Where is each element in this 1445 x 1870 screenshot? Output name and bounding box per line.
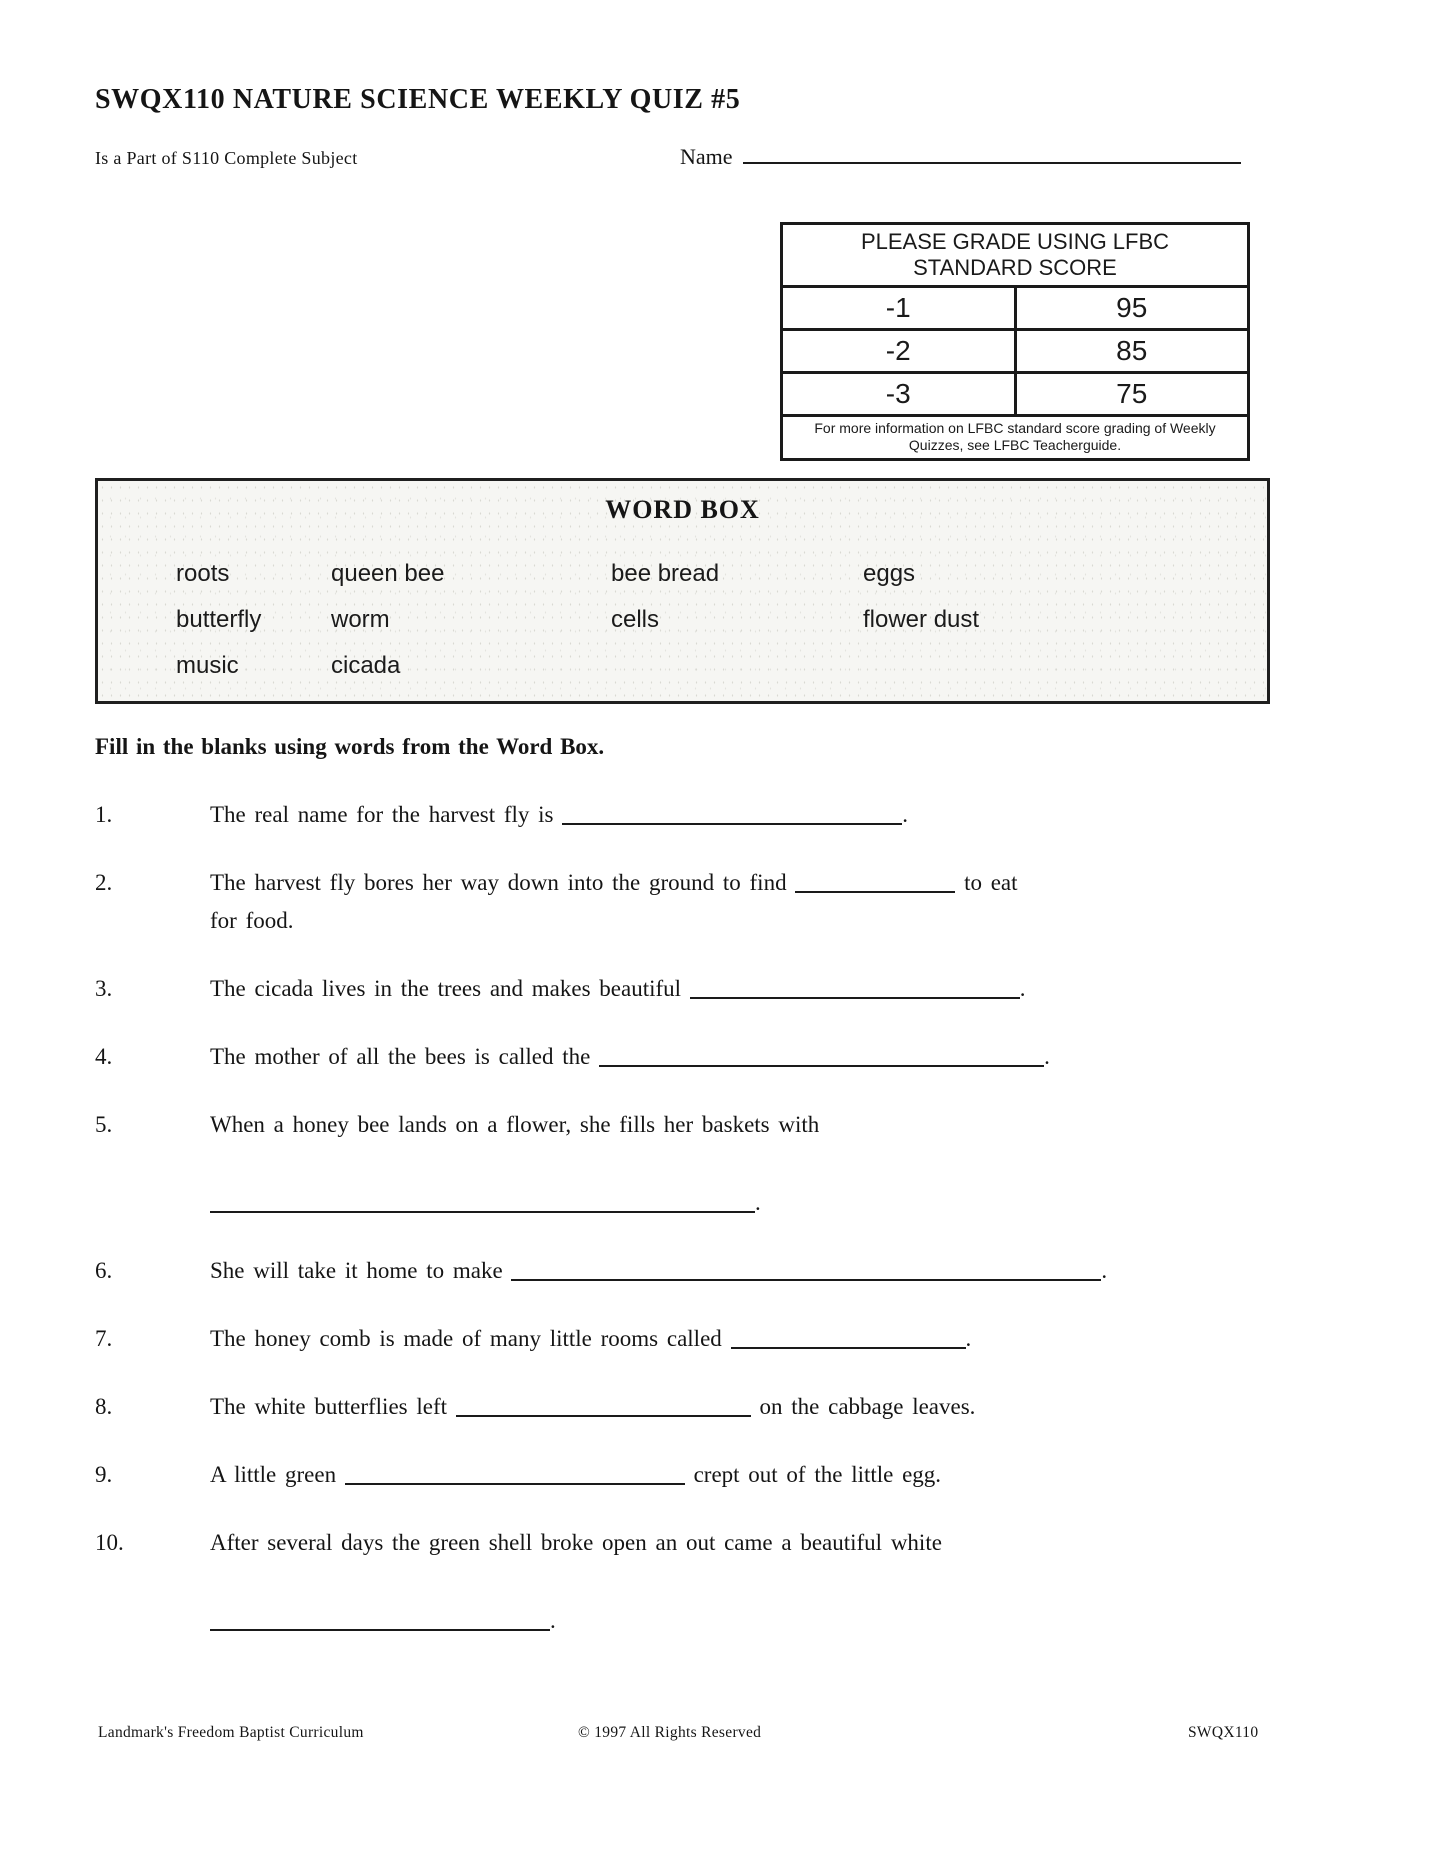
question-text: . — [550, 1608, 556, 1633]
question-row — [95, 1038, 1370, 1076]
question-text: She will take it home to make — [210, 1258, 512, 1283]
question-text: A little green — [210, 1462, 345, 1487]
question-body — [210, 970, 1370, 1008]
question-row — [95, 970, 1370, 1008]
word-box-columns — [98, 525, 1267, 689]
grade-table-title: PLEASE GRADE USING LFBC STANDARD SCORE — [782, 224, 1249, 287]
question-row — [95, 1320, 1370, 1358]
question-body — [210, 864, 1370, 940]
deduction-value: -3 — [782, 372, 1016, 415]
question-line — [210, 1524, 1370, 1562]
score-value: 95 — [1015, 286, 1249, 329]
answer-blank — [210, 1198, 755, 1213]
question-text: on the cabbage leaves. — [750, 1394, 976, 1419]
question-line — [210, 970, 1370, 1008]
word-box-title: WORD BOX — [605, 495, 760, 524]
question-number: 9. — [95, 1462, 113, 1487]
question-text: . — [1044, 1044, 1050, 1069]
question-row — [95, 796, 1370, 834]
grade-table — [780, 222, 1250, 461]
question-text: After several days the green shell broke open an out came a beautiful white — [210, 1530, 942, 1555]
footer-copyright: © 1997 All Rights Reserved — [578, 1724, 762, 1741]
question-text: . — [965, 1326, 972, 1351]
question-line — [210, 1320, 1370, 1358]
question-text: for food. — [210, 908, 294, 933]
answer-blank — [731, 1334, 966, 1349]
question-body — [210, 1456, 1370, 1494]
question-line — [210, 1602, 1370, 1640]
grade-score-body — [782, 286, 1249, 415]
question-line — [210, 1106, 1370, 1144]
grade-table-note: For more information on LFBC standard score grading of Weekly Quizzes, see LFBC Teacherguide. — [782, 415, 1249, 459]
question-number: 2. — [95, 870, 113, 895]
answer-blank — [456, 1402, 751, 1417]
question-number: 7. — [95, 1326, 113, 1351]
question-number: 10. — [95, 1530, 124, 1555]
question-text: . — [902, 802, 909, 827]
question-body — [210, 1252, 1370, 1290]
question-text: The white butterflies left — [210, 1394, 456, 1419]
question-row — [95, 1106, 1370, 1222]
question-line — [210, 902, 1370, 940]
question-row — [95, 1252, 1370, 1290]
question-line — [210, 1252, 1370, 1290]
word-box-word: worm — [331, 606, 390, 633]
answer-blank — [690, 984, 1020, 999]
footer-code: SWQX110 — [1188, 1724, 1259, 1741]
name-label: Name — [680, 144, 733, 169]
question-text: When a honey bee lands on a flower, she fills her baskets with — [210, 1112, 820, 1137]
grade-score-row — [782, 286, 1249, 329]
question-text: The honey comb is made of many little rooms called — [210, 1326, 731, 1351]
question-line — [210, 796, 1370, 834]
word-box-column — [611, 551, 863, 689]
question-body — [210, 796, 1370, 834]
question-text: . — [1019, 976, 1026, 1001]
question-number: 6. — [95, 1258, 113, 1283]
score-value: 75 — [1015, 372, 1249, 415]
question-body — [210, 1320, 1370, 1358]
grade-score-row — [782, 372, 1249, 415]
answer-blank — [599, 1052, 1044, 1067]
word-box-column — [176, 551, 331, 689]
question-text: The cicada lives in the trees and makes beautiful — [210, 976, 690, 1001]
answer-blank — [511, 1266, 1101, 1281]
question-line — [210, 1456, 1370, 1494]
question-number: 8. — [95, 1394, 113, 1419]
word-box-word: queen bee — [331, 560, 445, 587]
question-text: The mother of all the bees is called the — [210, 1044, 600, 1069]
footer-publisher: Landmark's Freedom Baptist Curriculum — [98, 1724, 364, 1741]
instructions-heading: Fill in the blanks using words from the Word Box. — [95, 734, 605, 759]
word-box-word: cells — [611, 606, 660, 633]
question-line — [210, 1038, 1370, 1076]
word-box-column — [863, 551, 1267, 689]
question-row — [95, 864, 1370, 940]
questions-list — [95, 796, 1370, 1670]
question-text: The harvest fly bores her way down into the ground to find — [210, 870, 796, 895]
answer-blank — [210, 1616, 550, 1631]
name-row — [680, 140, 1241, 170]
question-line — [210, 1184, 1370, 1222]
question-text: . — [755, 1190, 761, 1215]
question-body — [210, 1038, 1370, 1076]
word-box — [95, 478, 1270, 704]
page-title: SWQX110 NATURE SCIENCE WEEKLY QUIZ #5 — [95, 84, 741, 115]
page-subtitle: Is a Part of S110 Complete Subject — [95, 148, 358, 168]
word-box-word: music — [176, 652, 239, 679]
score-value: 85 — [1015, 329, 1249, 372]
question-row — [95, 1524, 1370, 1640]
question-text: crept out of the little egg. — [684, 1462, 942, 1487]
question-line — [210, 864, 1370, 902]
answer-blank — [562, 810, 902, 825]
question-line — [210, 1388, 1370, 1426]
question-row — [95, 1388, 1370, 1426]
question-number: 3. — [95, 976, 113, 1001]
word-box-word: bee bread — [611, 560, 720, 587]
deduction-value: -1 — [782, 286, 1016, 329]
question-body — [210, 1106, 1370, 1222]
word-box-word: flower dust — [863, 606, 980, 633]
word-box-column — [331, 551, 611, 689]
question-text: to eat — [955, 870, 1018, 895]
answer-blank — [345, 1470, 685, 1485]
answer-blank — [795, 878, 955, 893]
word-box-word: cicada — [331, 652, 401, 679]
word-box-word: roots — [176, 560, 230, 587]
question-number: 5. — [95, 1112, 113, 1137]
question-number: 4. — [95, 1044, 113, 1069]
question-body — [210, 1388, 1370, 1426]
question-number: 1. — [95, 802, 113, 827]
question-body — [210, 1524, 1370, 1640]
word-box-word: butterfly — [176, 606, 262, 633]
grade-score-row — [782, 329, 1249, 372]
word-box-word: eggs — [863, 560, 916, 587]
question-row — [95, 1456, 1370, 1494]
deduction-value: -2 — [782, 329, 1016, 372]
question-text: . — [1101, 1258, 1108, 1283]
name-field-line — [743, 140, 1241, 164]
question-text: The real name for the harvest fly is — [210, 802, 563, 827]
